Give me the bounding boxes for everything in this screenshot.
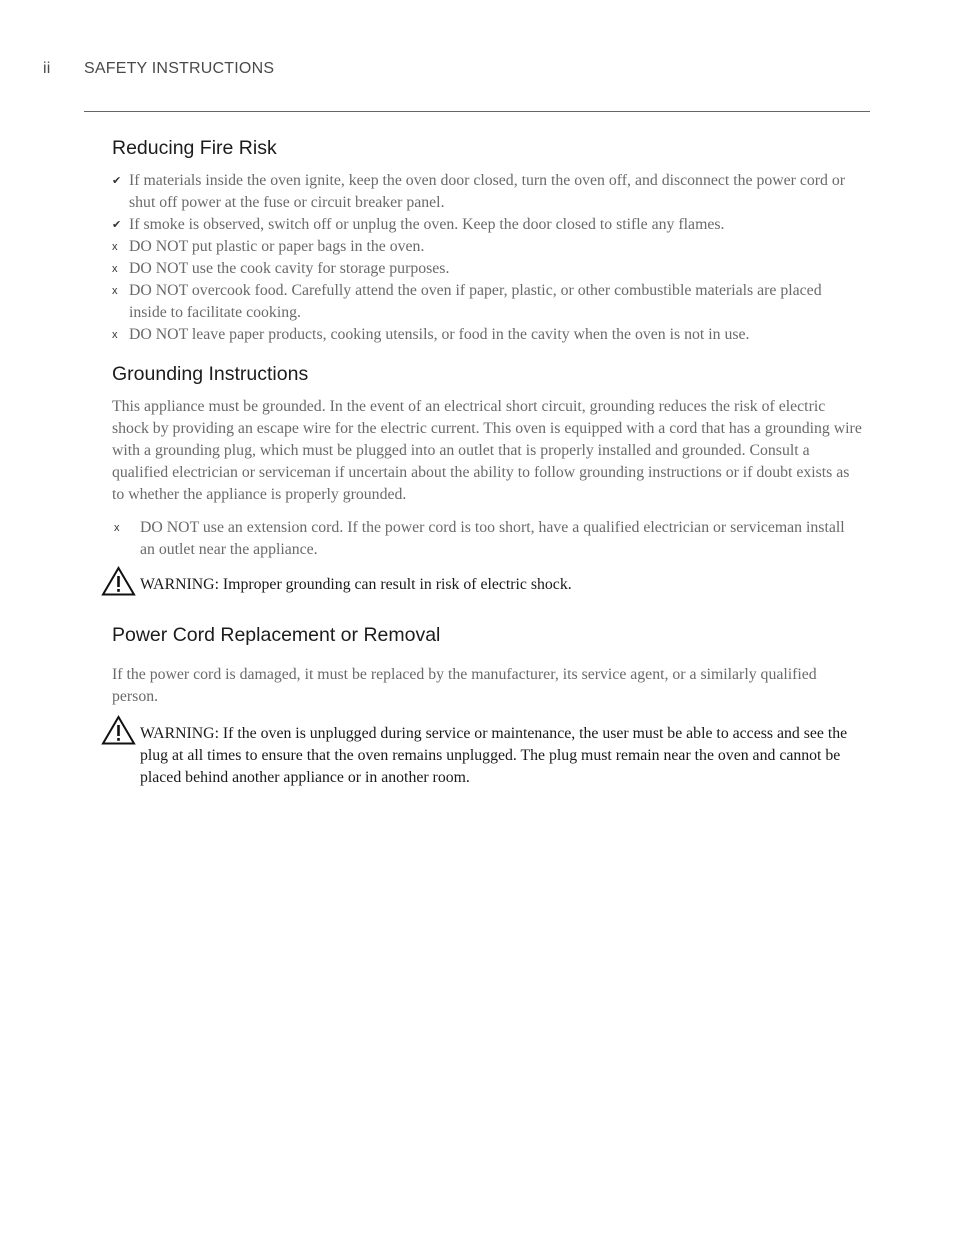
header-divider <box>84 111 870 112</box>
list-item: x DO NOT overcook food. Carefully attend the oven if paper, plastic, or other combustible materials are placed inside to facilitate cooking. <box>112 282 822 321</box>
warning-icon <box>101 715 136 745</box>
page-header <box>43 60 274 78</box>
list-item: x DO NOT leave paper products, cooking utensils, or food in the cavity when the oven is not in use. <box>112 324 862 346</box>
power-cord-warning-text: WARNING: If the oven is unplugged during service or maintenance, the user must be able to access and see the plug at all times to ensure that the oven remains unplugged. The plug must remain near the oven and cannot be placed behind another appliance or in another room. <box>140 725 848 786</box>
section-title-power-cord: Power Cord Replacement or Removal <box>112 624 441 646</box>
header-title: SAFETY INSTRUCTIONS <box>84 60 275 77</box>
check-icon: ✔ <box>112 219 122 231</box>
power-cord-paragraph: If the power cord is damaged, it must be replaced by the manufacturer, its service agent, or a similarly qualified person. <box>112 666 817 705</box>
fire-risk-list <box>112 170 862 346</box>
page-number: ii <box>43 60 51 77</box>
list-item: ✔ If smoke is observed, switch off or unplug the oven. Keep the door closed to stifle any flames. <box>112 214 862 236</box>
check-icon: ✔ <box>112 175 122 187</box>
x-icon: x <box>112 263 118 275</box>
x-icon: x <box>112 329 118 341</box>
section-title-grounding: Grounding Instructions <box>112 363 309 385</box>
list-item: ✔ If materials inside the oven ignite, keep the oven door closed, turn the oven off, and disconnect the power cord or shut off power at the fuse or circuit breaker panel. <box>112 172 846 211</box>
list-item: x DO NOT put plastic or paper bags in the oven. <box>112 236 862 258</box>
warning-icon <box>101 566 136 596</box>
list-item: x DO NOT use the cook cavity for storage purposes. <box>112 258 862 280</box>
x-icon: x <box>112 241 118 253</box>
grounding-paragraph: This appliance must be grounded. In the event of an electrical short circuit, grounding reduces the risk of electric shock by providing an escape wire for the electric current. This oven is equipped with a cord that has a grounding wire with a grounding plug, which must be plugged into an outlet that is properly installed and grounded. Consult a qualified electrician or serviceman if uncertain about the ability to follow grounding instructions or if doubt exists as to whether the appliance is properly grounded. <box>112 398 862 503</box>
x-icon: x <box>114 522 120 534</box>
grounding-caution-text: DO NOT use an extension cord. If the power cord is too short, have a qualified electrician or serviceman install an outlet near the appliance. <box>140 519 845 558</box>
grounding-warning-text: WARNING: Improper grounding can result in risk of electric shock. <box>140 576 572 593</box>
section-title-fire-risk: Reducing Fire Risk <box>112 137 277 159</box>
x-icon: x <box>112 285 118 297</box>
